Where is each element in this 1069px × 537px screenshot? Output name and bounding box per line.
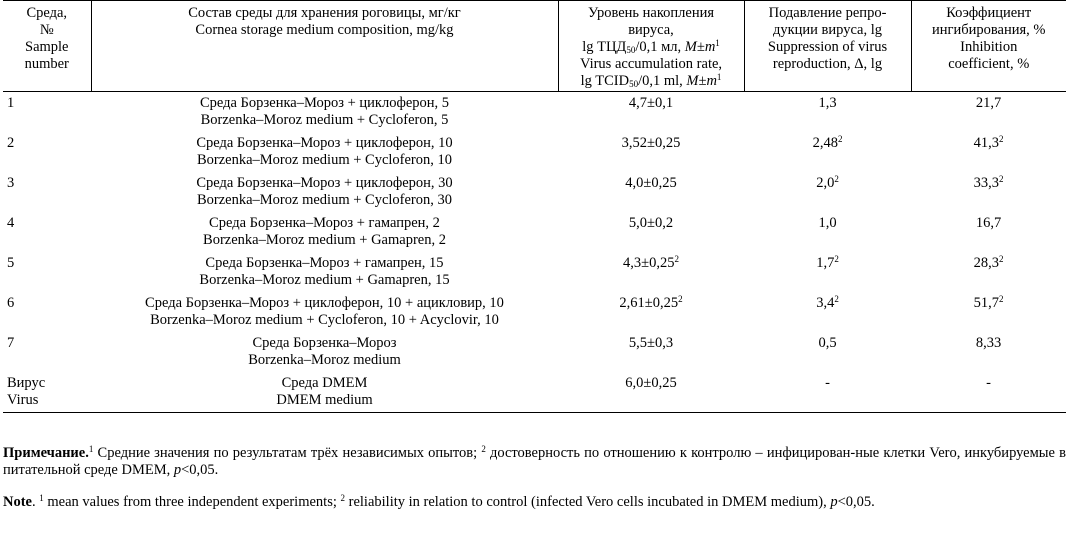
cell-accumulation: 5,0±0,2 bbox=[628, 215, 674, 231]
cell-sample-number: 4 bbox=[7, 215, 15, 231]
header-composition: Состав среды для хранения роговицы, мг/кг Cornea storage medium composition, mg/kg bbox=[91, 1, 558, 92]
table-row bbox=[3, 252, 1066, 292]
table-row bbox=[3, 332, 1066, 372]
cell-suppression: 1,0 bbox=[818, 215, 837, 231]
note-russian-label: Примечание. bbox=[3, 445, 89, 461]
cell-inhibition: 8,33 bbox=[975, 335, 1002, 351]
cell-inhibition: 28,3$^2$ bbox=[973, 254, 1004, 271]
table-row bbox=[3, 172, 1066, 212]
cell-composition: Среда DMEM DMEM medium bbox=[91, 372, 558, 413]
cell-composition: Среда Борзенка–Мороз + гамапрен, 2 Borzenka–Moroz medium + Gamapren, 2 bbox=[203, 215, 446, 248]
cell-suppression: 2,48$^2$ bbox=[812, 134, 843, 151]
note-english: Note. $^1$ mean values from three independent experiments; $^2$ reliability in relation to control (infected Vero cells incubated in DMEM medium), p<0,05. bbox=[3, 493, 875, 510]
table-row bbox=[3, 292, 1066, 332]
cell-suppression: $2,0^2$ bbox=[816, 174, 839, 191]
cell-accumulation: 6,0±0,25 bbox=[558, 372, 744, 413]
header-inhibition: Коэффициент ингибирования, % Inhibition coefficient, % bbox=[911, 1, 1066, 92]
cell-suppression: 1,3 bbox=[818, 95, 837, 111]
cell-sample-number: 6 bbox=[7, 295, 15, 311]
cell-suppression: $3,4^2$ bbox=[816, 294, 839, 311]
cell-sample-number: 5 bbox=[7, 255, 15, 271]
cell-suppression: 0,5 bbox=[818, 335, 837, 351]
cell-inhibition: - bbox=[911, 372, 1066, 413]
cell-inhibition: 16,7 bbox=[975, 215, 1002, 231]
cell-composition: Среда Борзенка–Мороз + циклоферон, 10 Borzenka–Moroz medium + Cycloferon, 10 bbox=[196, 135, 453, 168]
cell-sample-number: 7 bbox=[7, 335, 15, 351]
table-row bbox=[3, 92, 1066, 133]
cell-sample-number: 2 bbox=[7, 135, 15, 151]
header-suppression: Подавление репро- дукции вируса, lg Suppression of virus reproduction, Δ, lg bbox=[744, 1, 911, 92]
cell-inhibition: 41,3$^2$ bbox=[973, 134, 1004, 151]
cell-composition: Среда Борзенка–Мороз Borzenka–Moroz medium bbox=[248, 335, 401, 368]
note-english-label: Note bbox=[3, 494, 32, 510]
cell-suppression: - bbox=[744, 372, 911, 413]
cell-inhibition: 21,7 bbox=[975, 95, 1002, 111]
note-russian: Примечание.$^1$ Средние значения по результатам трёх независимых опытов; $^2$ достоверность по отношению к контролю – инфицирован-ные клетки Vero, инкубируемые в питательной среде DMEM, p<0,05. bbox=[3, 444, 1066, 478]
cell-sample-number: 3 bbox=[7, 175, 15, 191]
cell-inhibition: 33,3$^2$ bbox=[973, 174, 1004, 191]
cell-accumulation: 5,5±0,3 bbox=[628, 335, 674, 351]
cell-composition: Среда Борзенка–Мороз + гамапрен, 15 Borzenka–Moroz medium + Gamapren, 15 bbox=[199, 255, 450, 288]
cell-sample-number: 1 bbox=[7, 95, 15, 111]
cell-sample-number: Вирус Virus bbox=[3, 372, 91, 413]
table-row bbox=[3, 372, 1066, 413]
header-accumulation: Уровень накопления вируса, $\lg ТЦД_{50}/0,1$ мл, $M\pm m^1$ Virus accumulation rate, $\lg TCID_{50}/0,1$ ml, $M\pm m^1$ bbox=[558, 1, 744, 92]
cell-accumulation: 3,52±0,25 bbox=[621, 135, 681, 151]
results-table bbox=[3, 0, 1066, 413]
header-row bbox=[3, 1, 1066, 92]
cell-composition: Среда Борзенка–Мороз + циклоферон, 30 Borzenka–Moroz medium + Cycloferon, 30 bbox=[196, 175, 453, 208]
cell-composition: Среда Борзенка–Мороз + циклоферон, 10 + ацикловир, 10 Borzenka–Moroz medium + Cycloferon, 10 + Acyclovir, 10 bbox=[145, 295, 504, 328]
cell-accumulation: $2,61\pm 0,25^2$ bbox=[619, 294, 683, 311]
cell-suppression: $1,7^2$ bbox=[816, 254, 839, 271]
cell-inhibition: 51,7$^2$ bbox=[973, 294, 1004, 311]
cell-accumulation: 4,7±0,1 bbox=[628, 95, 674, 111]
header-sample-number: Среда, № Sample number bbox=[3, 1, 91, 92]
table-row bbox=[3, 212, 1066, 252]
cell-accumulation: 4,0±0,25 bbox=[625, 175, 677, 191]
table-row bbox=[3, 132, 1066, 172]
cell-accumulation: $4,3\pm 0,25^2$ bbox=[623, 254, 679, 271]
cell-composition: Среда Борзенка–Мороз + циклоферон, 5 Borzenka–Moroz medium + Cycloferon, 5 bbox=[199, 95, 450, 128]
